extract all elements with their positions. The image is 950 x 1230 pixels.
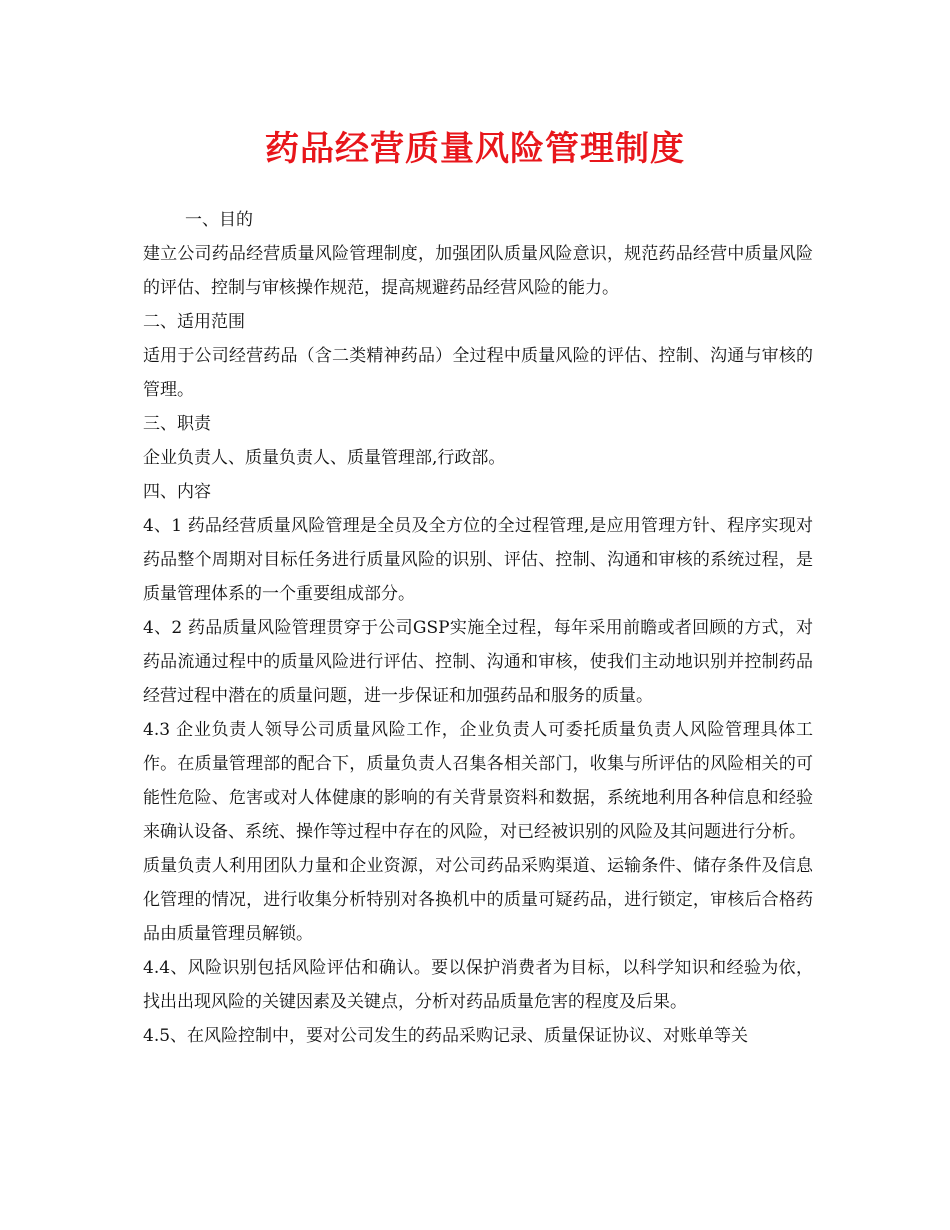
paragraph-scope: 适用于公司经营药品（含二类精神药品）全过程中质量风险的评估、控制、沟通与审核的管理。 [143, 346, 813, 400]
section-heading-responsibilities: 三、职责 [143, 414, 211, 434]
paragraph-purpose: 建立公司药品经营质量风险管理制度，加强团队质量风险意识，规范药品经营中质量风险的评估、控制与审核操作规范，提高规避药品经营风险的能力。 [143, 244, 813, 298]
paragraph-4-5: 4.5、在风险控制中，要对公司发生的药品采购记录、质量保证协议、对账单等关 [143, 1026, 749, 1046]
paragraph-4-1: 4、1 药品经营质量风险管理是全员及全方位的全过程管理,是应用管理方针、程序实现对药品整个周期对目标任务进行质量风险的识别、评估、控制、沟通和审核的系统过程，是质量管理体系的一个重要组成部分。 [143, 516, 813, 604]
paragraph-4-2: 4、2 药品质量风险管理贯穿于公司GSP实施全过程，每年采用前瞻或者回顾的方式，对药品流通过程中的质量风险进行评估、控制、沟通和审核，使我们主动地识别并控制药品经营过程中潜在的质量问题，进一步保证和加强药品和服务的质量。 [143, 618, 813, 706]
paragraph-quality-lead: 质量负责人利用团队力量和企业资源，对公司药品采购渠道、运输条件、储存条件及信息化管理的情况，进行收集分析特别对各换机中的质量可疑药品，进行锁定，审核后合格药品由质量管理员解锁。 [143, 856, 813, 944]
paragraph-4-4: 4.4、风险识别包括风险评估和确认。要以保护消费者为目标，以科学知识和经验为依，找出出现风险的关键因素及关键点，分析对药品质量危害的程度及后果。 [143, 958, 813, 1012]
section-heading-content: 四、内容 [143, 482, 211, 502]
section-heading-purpose: 一、目的 [185, 210, 253, 230]
paragraph-4-3: 4.3 企业负责人领导公司质量风险工作，企业负责人可委托质量负责人风险管理具体工作。在质量管理部的配合下，质量负责人召集各相关部门，收集与所评估的风险相关的可能性危险、危害或对人体健康的影响的有关背景资料和数据，系统地利用各种信息和经验来确认设备、系统、操作等过程中存在的风险，对已经被识别的风险及其问题进行分析。 [143, 720, 813, 842]
document-body [143, 203, 813, 1053]
paragraph-responsibilities: 企业负责人、质量负责人、质量管理部,行政部。 [143, 448, 506, 468]
section-heading-scope: 二、适用范围 [143, 312, 245, 332]
document-title: 药品经营质量风险管理制度 [265, 129, 685, 169]
